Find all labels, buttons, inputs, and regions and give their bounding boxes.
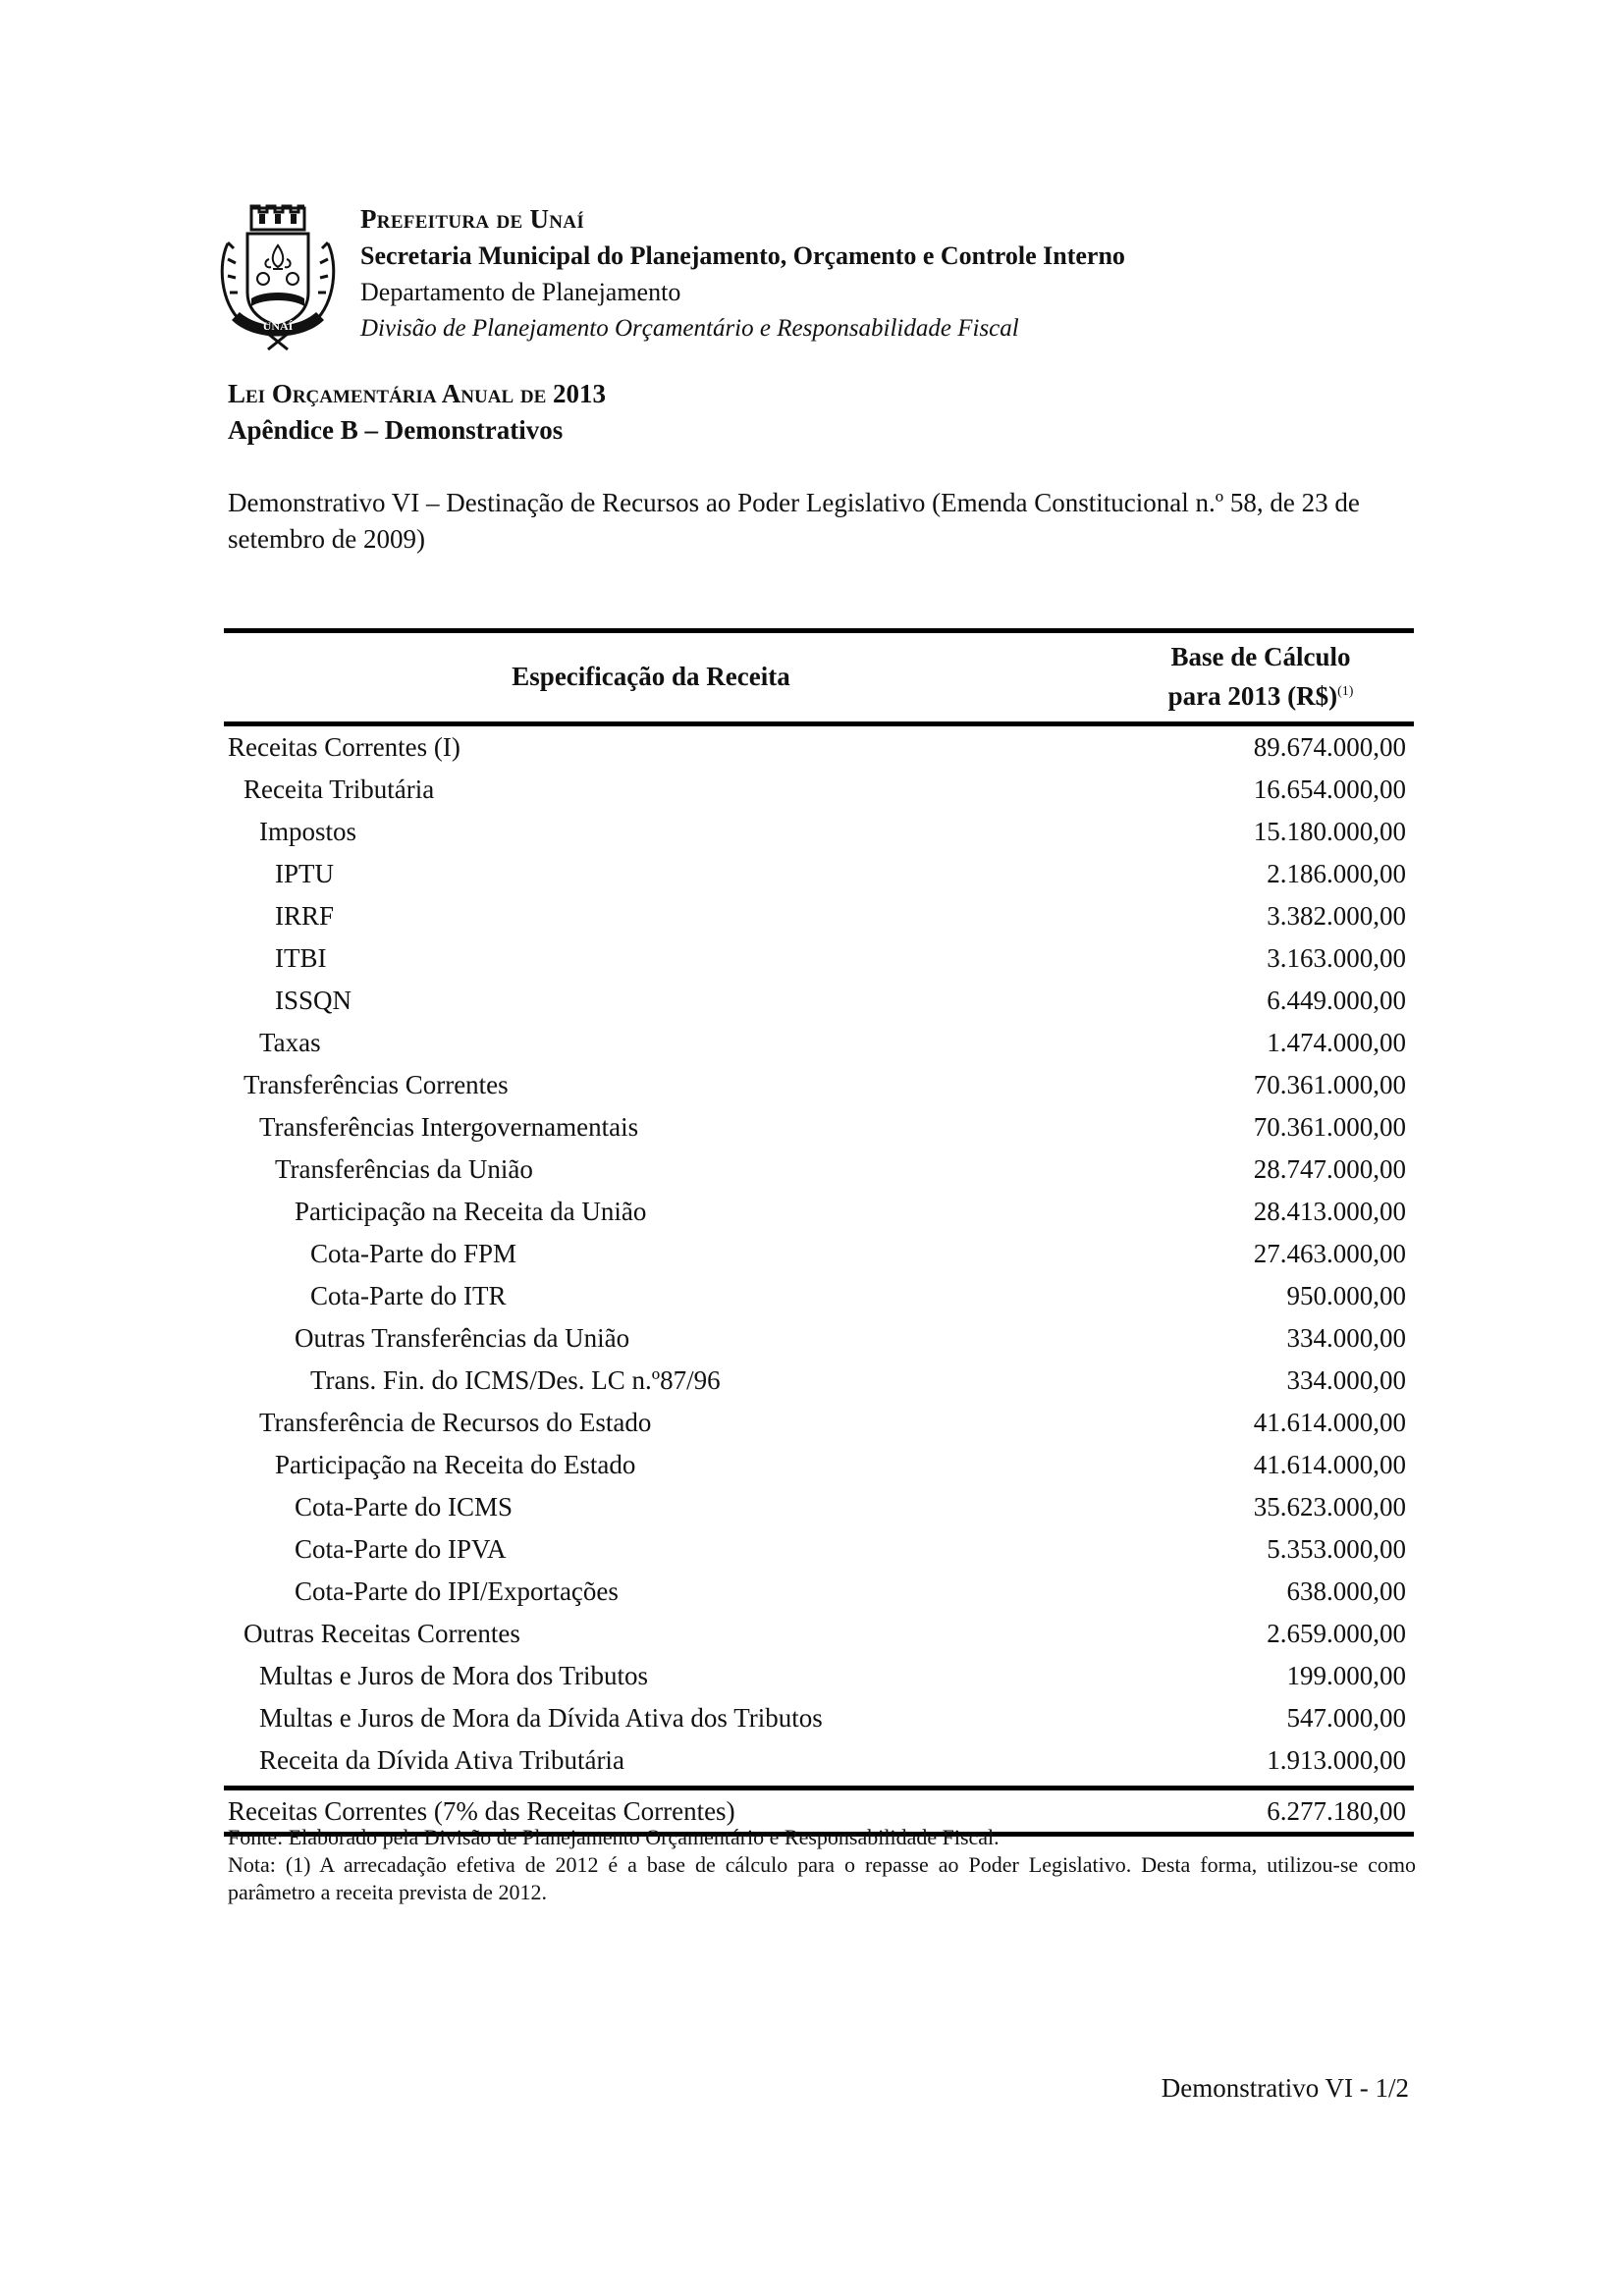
table-row — [224, 1739, 1414, 1789]
secretaria-name: Secretaria Municipal do Planejamento, Orçamento e Controle Interno — [360, 241, 1125, 270]
row-value: 35.623.000,00 — [1253, 1492, 1406, 1522]
row-label: Transferências Correntes — [243, 1070, 509, 1099]
row-value: 41.614.000,00 — [1253, 1408, 1406, 1437]
table-row — [224, 1317, 1414, 1360]
table-row — [224, 1106, 1414, 1148]
table-row — [224, 1064, 1414, 1106]
row-value: 547.000,00 — [1286, 1703, 1406, 1733]
table-notes — [228, 1824, 1416, 1906]
table-row — [224, 811, 1414, 853]
row-value: 2.186.000,00 — [1267, 859, 1406, 888]
table-row — [224, 1655, 1414, 1697]
row-label: Receitas Correntes (I) — [228, 732, 460, 762]
table-row — [224, 1233, 1414, 1275]
row-label: Outras Transferências da União — [295, 1323, 630, 1353]
base-header-line2: para 2013 (R$) — [1167, 681, 1338, 711]
table-row — [224, 1528, 1414, 1571]
table-row — [224, 1360, 1414, 1402]
table-row — [224, 937, 1414, 980]
footnote-ref: (1) — [1337, 684, 1354, 699]
title-line-2: Apêndice B – Demonstrativos — [228, 415, 564, 445]
source-note: Fonte: Elaborado pela Divisão de Planejamento Orçamentário e Responsabilidade Fiscal. — [228, 1825, 1000, 1849]
row-label: Multas e Juros de Mora da Dívida Ativa dos Tributos — [259, 1703, 823, 1733]
row-value: 16.654.000,00 — [1253, 774, 1406, 804]
total-label: Receitas Correntes (7% das Receitas Correntes) — [224, 1789, 1078, 1835]
table-row — [224, 1191, 1414, 1233]
row-label: Transferências Intergovernamentais — [259, 1112, 639, 1142]
row-value: 1.474.000,00 — [1267, 1028, 1406, 1057]
row-value: 1.913.000,00 — [1267, 1745, 1406, 1775]
row-label: Multas e Juros de Mora dos Tributos — [259, 1661, 649, 1690]
table-body — [224, 724, 1414, 1789]
svg-text:UNAÍ: UNAÍ — [262, 319, 294, 333]
table-row — [224, 895, 1414, 937]
row-label: Outras Receitas Correntes — [243, 1619, 520, 1648]
table-row — [224, 1022, 1414, 1064]
coat-of-arms-icon — [214, 204, 342, 351]
row-label: Cota-Parte do IPVA — [295, 1534, 507, 1564]
total-value: 6.277.180,00 — [1078, 1789, 1414, 1835]
row-label: IRRF — [275, 901, 335, 931]
row-value: 5.353.000,00 — [1267, 1534, 1406, 1564]
column-header-base — [1078, 631, 1414, 724]
row-label: Taxas — [259, 1028, 321, 1057]
row-value: 89.674.000,00 — [1253, 732, 1406, 762]
page-footer: Demonstrativo VI - 1/2 — [1161, 2073, 1409, 2103]
row-label: Transferências da União — [275, 1154, 533, 1184]
row-value: 70.361.000,00 — [1253, 1070, 1406, 1099]
row-label: Impostos — [259, 817, 357, 846]
table-row — [224, 769, 1414, 811]
table-row — [224, 1571, 1414, 1613]
table-row — [224, 1697, 1414, 1739]
org-name: Prefeitura de Unaí — [360, 204, 585, 234]
row-value: 15.180.000,00 — [1253, 817, 1406, 846]
revenue-table — [224, 628, 1414, 1837]
demonstrativo-description: Demonstrativo VI – Destinação de Recursos ao Poder Legislativo (Emenda Constitucional n.º 58, de 23 de setembro de 2009) — [228, 488, 1360, 554]
coat-of-arms-logo — [214, 204, 342, 351]
document-title — [228, 376, 606, 449]
table-header-row — [224, 631, 1414, 724]
row-label: Cota-Parte do ICMS — [295, 1492, 513, 1522]
row-value: 28.747.000,00 — [1253, 1154, 1406, 1184]
row-value: 3.163.000,00 — [1267, 943, 1406, 973]
row-label: Cota-Parte do IPI/Exportações — [295, 1576, 619, 1606]
row-label: Cota-Parte do ITR — [310, 1281, 507, 1310]
footnote-text: Nota: (1) A arrecadação efetiva de 2012 é a base de cálculo para o repasse ao Poder Legislativo. Desta forma, utilizou-se como parâmetro a receita prevista de 2012. — [228, 1852, 1416, 1904]
table-row — [224, 724, 1414, 770]
divisao-name: Divisão de Planejamento Orçamentário e Responsabilidade Fiscal — [360, 315, 1019, 342]
row-value: 70.361.000,00 — [1253, 1112, 1406, 1142]
departamento-name: Departamento de Planejamento — [360, 278, 681, 306]
row-value: 199.000,00 — [1286, 1661, 1406, 1690]
table-row — [224, 1275, 1414, 1317]
table-row — [224, 980, 1414, 1022]
table-row — [224, 1402, 1414, 1444]
row-label: Participação na Receita da União — [295, 1197, 647, 1226]
row-value: 3.382.000,00 — [1267, 901, 1406, 931]
table-row — [224, 1148, 1414, 1191]
row-label: Participação na Receita do Estado — [275, 1450, 636, 1479]
row-value: 41.614.000,00 — [1253, 1450, 1406, 1479]
row-label: Receita Tributária — [243, 774, 435, 804]
row-value: 6.449.000,00 — [1267, 986, 1406, 1015]
row-label: Cota-Parte do FPM — [310, 1239, 517, 1268]
row-value: 950.000,00 — [1286, 1281, 1406, 1310]
row-label: Trans. Fin. do ICMS/Des. LC n.º87/96 — [310, 1365, 721, 1395]
row-label: ISSQN — [275, 986, 352, 1015]
row-value: 27.463.000,00 — [1253, 1239, 1406, 1268]
row-value: 28.413.000,00 — [1253, 1197, 1406, 1226]
base-header-line1: Base de Cálculo — [1170, 642, 1351, 671]
row-label: Transferência de Recursos do Estado — [259, 1408, 652, 1437]
letterhead — [360, 201, 1125, 347]
row-label: IPTU — [275, 859, 334, 888]
row-value: 334.000,00 — [1286, 1323, 1406, 1353]
row-label: Receita da Dívida Ativa Tributária — [259, 1745, 624, 1775]
table-row — [224, 853, 1414, 895]
row-value: 2.659.000,00 — [1267, 1619, 1406, 1648]
table-row — [224, 1613, 1414, 1655]
row-value: 334.000,00 — [1286, 1365, 1406, 1395]
title-line-1: Lei Orçamentária Anual de 2013 — [228, 379, 607, 408]
table-row — [224, 1486, 1414, 1528]
row-label: ITBI — [275, 943, 327, 973]
column-header-spec: Especificação da Receita — [224, 631, 1078, 724]
row-value: 638.000,00 — [1286, 1576, 1406, 1606]
table-row — [224, 1444, 1414, 1486]
